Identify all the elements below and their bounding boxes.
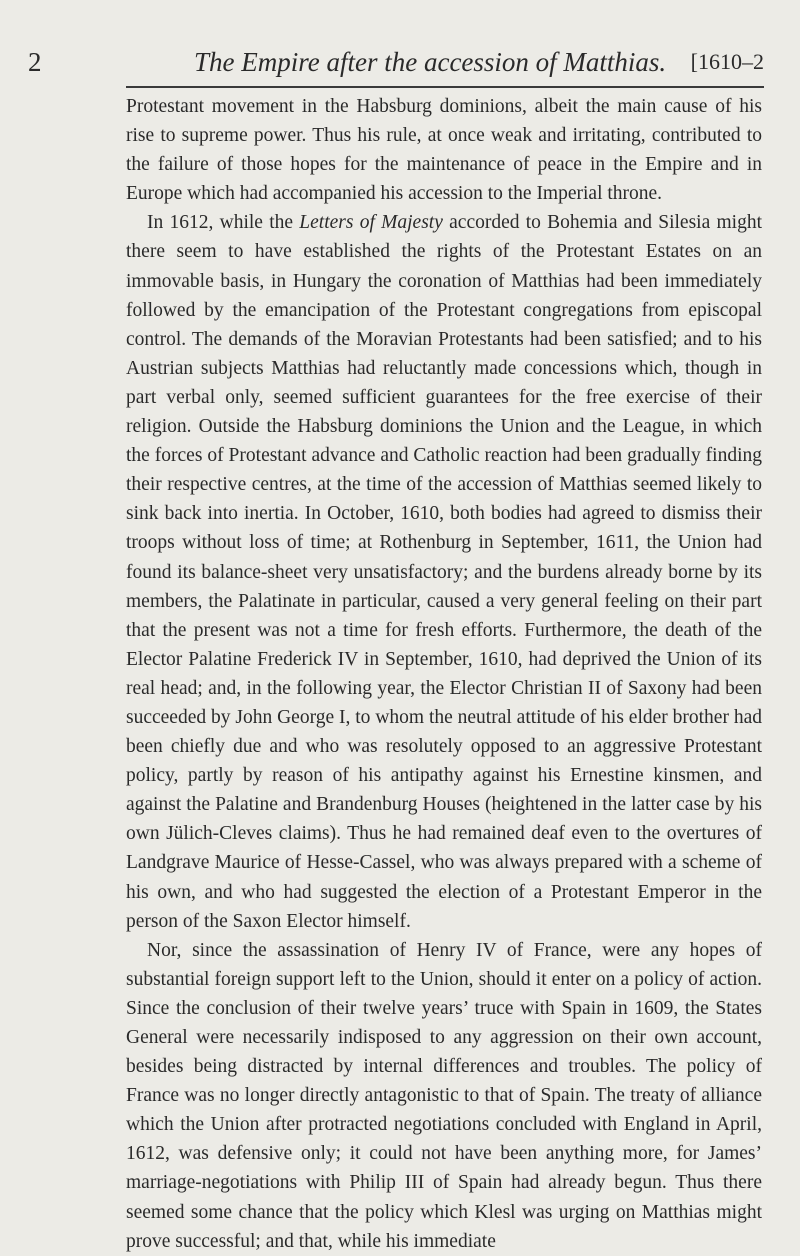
page-number: 2	[28, 47, 42, 77]
body-text	[126, 92, 762, 1256]
paragraph-2-rest: accorded to Bohemia and Silesia might there seem to have established the rights of the Protestant Estates on an immovable basis, in Hungary the coronation of Matthias had been immediately followed by the emancipation of the Protestant congregations from episcopal control. The demands of the Moravian Protestants had been satisfied; and to his Austrian subjects Matthias had reluctantly made concessions which, though in part verbal only, seemed sufficient guarantees for the free exercise of their religion. Outside the Habsburg dominions the Union and the League, in which the forces of Protestant advance and Catholic reaction had been gradually finding their respective centres, at the time of the accession of Matthias seemed likely to sink back into inertia. In October, 1610, both bodies had agreed to dismiss their troops without loss of time; at Rothenburg in September, 1611, the Union had found its balance-sheet very unsatisfactory; and the burdens already borne by its members, the Palatinate in particular, caused a very general feeling on their part that the present was not a time for fresh efforts. Furthermore, the death of the Elector Palatine Frederick IV in September, 1610, had deprived the Union of its real head; and, in the following year, the Elector Christian II of Saxony had been succeeded by John George I, to whom the neutral attitude of his elder brother had been chiefly due and who was resolutely opposed to an aggressive Protestant policy, partly by reason of his antipathy against his Ernestine kinsmen, and against the Palatine and Brandenburg Houses (heightened in the latter case by his own Jülich-Cleves claims). Thus he had remained deaf even to the overtures of Landgrave Maurice of Hesse-Cassel, who was always prepared with a scheme of his own, and who had suggested the election of a Protestant Emperor in the person of the Saxon Elector himself.	[126, 212, 762, 932]
header-rule	[126, 86, 764, 88]
paragraph-2-start: In 1612, while the	[147, 212, 300, 234]
letters-of-majesty-title: Letters of Majesty	[299, 212, 443, 234]
running-title: The Empire after the accession of Matthias.	[194, 47, 667, 77]
paragraph-2	[126, 208, 762, 935]
paragraph-1: Protestant movement in the Habsburg dominions, albeit the main cause of his rise to supreme power. Thus his rule, at once weak and irritating, contributed to the failure of those hopes for the maintenance of peace in the Empire and in Europe which had accompanied his accession to the Imperial throne.	[126, 96, 762, 205]
page-header	[28, 42, 768, 82]
date-range: [1610–2	[690, 49, 764, 74]
paragraph-3: Nor, since the assassination of Henry IV of France, were any hopes of substantial foreign support left to the Union, should it enter on a policy of action. Since the conclusion of their twelve years’ truce with Spain in 1609, the States General were necessarily indisposed to any aggression on their own account, besides being distracted by internal differences and troubles. The policy of France was no longer directly antagonistic to that of Spain. The treaty of alliance which the Union after protracted negotiations concluded with England in April, 1612, was defensive only; it could not have been anything more, for James’ marriage-negotiations with Philip III of Spain had already begun. Thus there seemed some chance that the policy which Klesl was urging on Matthias might prove successful; and that, while his immediate	[126, 939, 762, 1252]
